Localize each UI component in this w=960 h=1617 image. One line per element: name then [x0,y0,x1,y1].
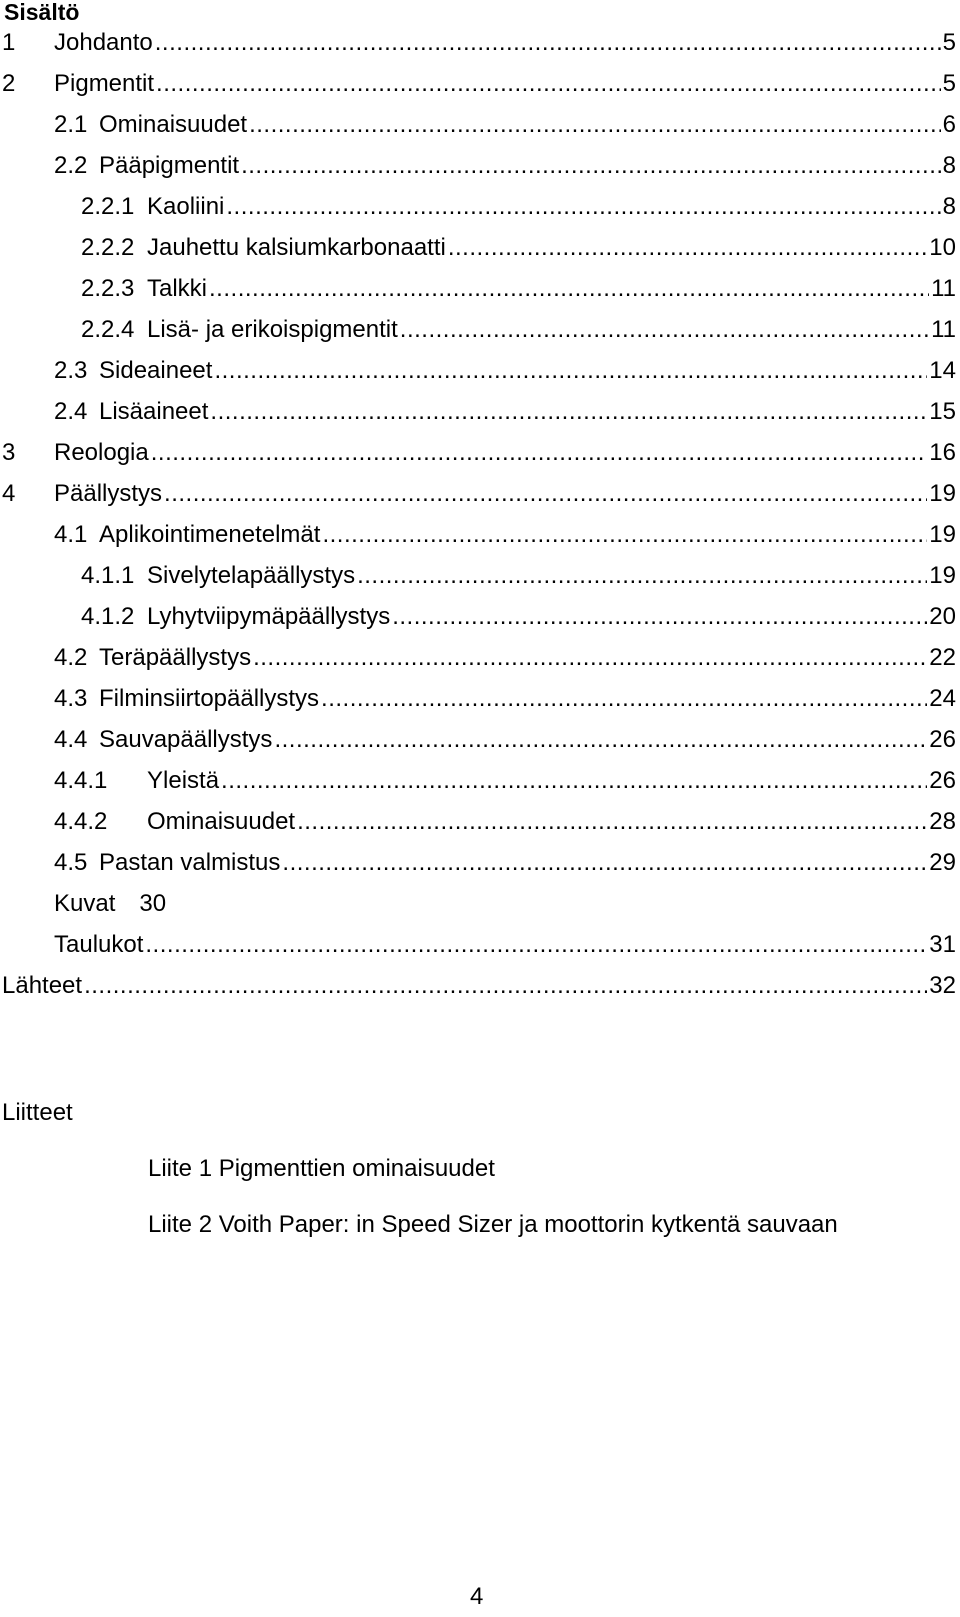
appendix-item-1: Liite 1 Pigmenttien ominaisuudet [148,1155,495,1182]
appendix-item-2: Liite 2 Voith Paper: in Speed Sizer ja moottorin kytkentä sauvaan [148,1211,838,1238]
toc-dot-leader [249,110,941,140]
toc-entry-kuvat[interactable] [54,889,166,919]
toc-entry-page: 32 [929,972,956,999]
toc-entry-pigmentit[interactable] [2,69,956,99]
toc-entry-number: 4 [2,480,16,507]
toc-entry-ominaisuudet[interactable] [54,110,956,140]
toc-entry-number: 4.3 [54,685,88,712]
toc-entry-terapaallystys[interactable] [54,643,956,673]
toc-entry-paallystys[interactable] [2,479,956,509]
toc-entry-filminsiirtopaallystys[interactable] [54,684,956,714]
toc-entry-title: Lyhytviipymäpäällystys [147,603,391,630]
toc-entry-page: 19 [929,562,956,589]
toc-entry-title: Jauhettu kalsiumkarbonaatti [147,234,446,261]
toc-entry-number: 4.4.1 [54,767,108,794]
toc-dot-leader [214,356,927,386]
toc-entry-sauvapaallystys[interactable] [54,725,956,755]
toc-heading: Sisältö [4,0,80,25]
toc-entry-number: 2.2.2 [81,234,135,261]
toc-dot-leader [164,479,927,509]
toc-entry-number: 2.2.4 [81,316,135,343]
toc-entry-page: 24 [929,685,956,712]
toc-entry-title: Lisäaineet [99,398,209,425]
toc-dot-leader [151,438,928,468]
toc-entry-page: 16 [929,439,956,466]
toc-entry-title: Lähteet [2,972,83,999]
toc-entry-lyhytviipymapaallystys[interactable] [81,602,956,632]
toc-dot-leader [221,766,927,796]
toc-dot-leader [400,315,929,345]
toc-dot-leader [321,684,927,714]
toc-dot-leader [156,69,941,99]
toc-entry-page: 19 [929,521,956,548]
toc-entry-title: Pastan valmistus [99,849,281,876]
toc-dot-leader [226,192,940,222]
toc-dot-leader [448,233,927,263]
toc-entry-page: 8 [942,193,956,220]
toc-entry-number: 2.1 [54,111,88,138]
toc-entry-page: 22 [929,644,956,671]
toc-entry-page: 8 [942,152,956,179]
toc-dot-leader [209,274,929,304]
toc-entry-taulukot[interactable] [54,930,956,960]
toc-entry-number: 2.2.1 [81,193,135,220]
toc-entry-page: 5 [942,29,956,56]
toc-entry-lisaaineet[interactable] [54,397,956,427]
toc-entry-number: 4.2 [54,644,88,671]
toc-entry-number: 4.4.2 [54,808,108,835]
toc-entry-reologia[interactable] [2,438,956,468]
toc-entry-page: 11 [931,316,956,343]
toc-dot-leader [145,930,927,960]
toc-entry-title: Kaoliini [147,193,225,220]
toc-entry-title: Pääpigmentit [99,152,240,179]
toc-dot-leader [322,520,927,550]
toc-dot-leader [274,725,927,755]
toc-entry-title: Johdanto [54,29,153,56]
toc-dot-leader [210,397,927,427]
toc-entry-page: 26 [929,726,956,753]
toc-entry-page: 10 [929,234,956,261]
page-number: 4 [470,1583,484,1610]
toc-entry-page: 15 [929,398,956,425]
toc-dot-leader [84,971,927,1001]
toc-entry-number: 4.1.2 [81,603,135,630]
toc-entry-title: Teräpäällystys [99,644,252,671]
toc-dot-leader [282,848,927,878]
toc-entry-jauhettu-kalsiumkarbonaatti[interactable] [81,233,956,263]
toc-entry-talkki[interactable] [81,274,956,304]
toc-entry-ominaisuudet-2[interactable] [54,807,956,837]
toc-entry-number: 1 [2,29,16,56]
toc-entry-title: Yleistä [147,767,220,794]
toc-entry-number: 4.5 [54,849,88,876]
toc-entry-page: 28 [929,808,956,835]
toc-entry-kaoliini[interactable] [81,192,956,222]
toc-entry-page: 29 [929,849,956,876]
toc-entry-number: 2.2 [54,152,88,179]
toc-entry-johdanto[interactable] [2,28,956,58]
toc-entry-page: 14 [929,357,956,384]
appendices-heading: Liitteet [2,1099,73,1126]
toc-entry-title: Filminsiirtopäällystys [99,685,320,712]
toc-entry-title: Kuvat [54,890,116,917]
toc-entry-title: Talkki [147,275,208,302]
toc-entry-yleista[interactable] [54,766,956,796]
toc-entry-sivelytelapaallystys[interactable] [81,561,956,591]
toc-entry-title: Taulukot [54,931,144,958]
toc-entry-title: Sivelytelapäällystys [147,562,356,589]
toc-entry-number: 3 [2,439,16,466]
toc-entry-lisa-ja-erikoispigmentit[interactable] [81,315,956,345]
toc-entry-lahteet[interactable] [2,971,956,1001]
toc-entry-page: 20 [929,603,956,630]
toc-entry-page: 5 [942,70,956,97]
toc-entry-title: Sideaineet [99,357,213,384]
toc-dot-leader [357,561,927,591]
toc-entry-number: 2 [2,70,16,97]
toc-entry-aplikointimenetelmat[interactable] [54,520,956,550]
toc-entry-title: Ominaisuudet [147,808,296,835]
toc-entry-number: 2.3 [54,357,88,384]
toc-entry-number: 2.4 [54,398,88,425]
toc-entry-title: Sauvapäällystys [99,726,273,753]
toc-entry-page: 11 [931,275,956,302]
toc-entry-page: 19 [929,480,956,507]
toc-dot-leader [297,807,927,837]
toc-entry-number: 4.1 [54,521,88,548]
toc-entry-pastan-valmistus[interactable] [54,848,956,878]
toc-entry-number: 2.2.3 [81,275,135,302]
toc-entry-title: Lisä- ja erikoispigmentit [147,316,398,343]
toc-entry-page: 26 [929,767,956,794]
toc-entry-title: Reologia [54,439,149,466]
toc-entry-title: Päällystys [54,480,163,507]
toc-entry-number: 4.1.1 [81,562,135,589]
toc-entry-page: 31 [929,931,956,958]
toc-entry-paapigmentit[interactable] [54,151,956,181]
toc-entry-title: Pigmentit [54,70,155,97]
toc-dot-leader [253,643,927,673]
toc-entry-page: 6 [942,111,956,138]
toc-entry-page: 30 [139,890,167,917]
toc-entry-number: 4.4 [54,726,88,753]
toc-entry-sideaineet[interactable] [54,356,956,386]
toc-entry-title: Aplikointimenetelmät [99,521,321,548]
toc-dot-leader [155,28,941,58]
toc-dot-leader [392,602,927,632]
toc-dot-leader [241,151,941,181]
toc-entry-title: Ominaisuudet [99,111,248,138]
